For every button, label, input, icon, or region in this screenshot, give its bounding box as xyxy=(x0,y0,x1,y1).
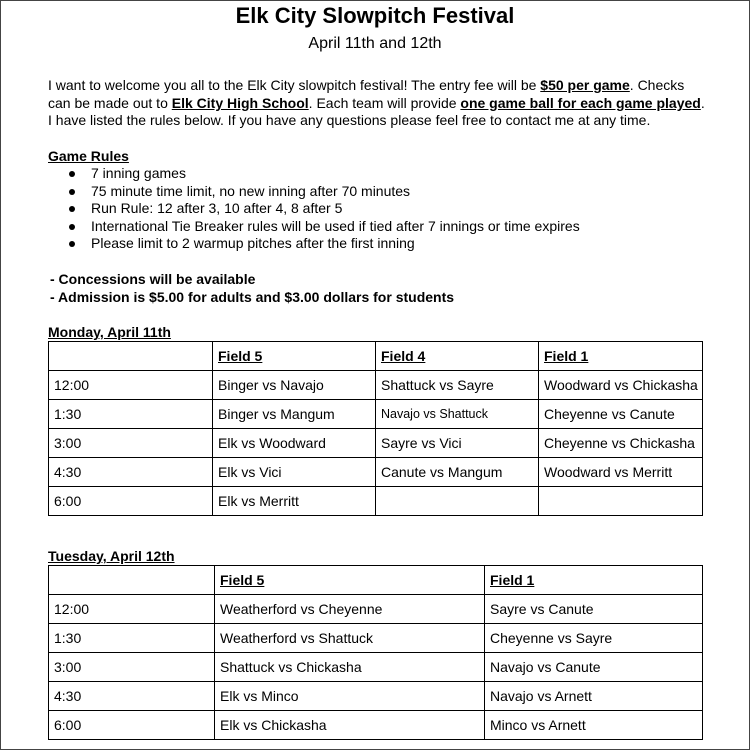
game-cell: Navajo vs Shattuck xyxy=(376,400,539,429)
game-cell: Elk vs Vici xyxy=(213,458,376,487)
header-cell xyxy=(49,342,213,371)
game-cell: Elk vs Minco xyxy=(215,682,485,711)
header-cell: Field 4 xyxy=(376,342,539,371)
game-cell: Binger vs Mangum xyxy=(213,400,376,429)
monday-schedule-table xyxy=(48,341,703,516)
game-ball-requirement: one game ball for each game played xyxy=(460,94,701,111)
concessions-note: - Concessions will be available xyxy=(50,271,256,287)
game-cell xyxy=(539,487,703,516)
time-cell: 3:00 xyxy=(49,653,215,682)
game-cell: Elk vs Woodward xyxy=(213,429,376,458)
game-cell: Weatherford vs Cheyenne xyxy=(215,595,485,624)
time-cell: 6:00 xyxy=(49,487,213,516)
time-cell: 12:00 xyxy=(49,371,213,400)
payee-name: Elk City High School xyxy=(171,94,309,111)
admission-note: - Admission is $5.00 for adults and $3.00 dollars for students xyxy=(50,289,455,305)
page-subtitle: April 11th and 12th xyxy=(308,35,442,52)
intro-text-1: I want to welcome you all to the Elk City slowpitch festival! The entry fee will be xyxy=(48,77,541,93)
time-cell: 6:00 xyxy=(49,711,215,740)
intro-text-3: . Each team will provide xyxy=(308,94,461,111)
game-rules-list xyxy=(48,165,580,253)
game-cell: Woodward vs Chickasha xyxy=(539,371,703,400)
intro-paragraph xyxy=(48,77,708,130)
game-cell: Weatherford vs Shattuck xyxy=(215,624,485,653)
header-cell: Field 1 xyxy=(485,566,703,595)
game-rules-heading: Game Rules xyxy=(48,148,129,164)
entry-fee: $50 per game xyxy=(540,77,630,93)
game-cell: Cheyenne vs Sayre xyxy=(485,624,703,653)
rule-item: 7 inning games xyxy=(48,165,580,183)
rule-item: International Tie Breaker rules will be used if tied after 7 innings or time expires xyxy=(48,218,580,236)
table-row xyxy=(49,682,703,711)
table-row xyxy=(49,371,703,400)
time-cell: 3:00 xyxy=(49,429,213,458)
game-cell: Elk vs Merritt xyxy=(213,487,376,516)
game-cell: Sayre vs Canute xyxy=(485,595,703,624)
tuesday-heading: Tuesday, April 12th xyxy=(48,548,175,564)
game-cell: Minco vs Arnett xyxy=(485,711,703,740)
header-cell: Field 1 xyxy=(539,342,703,371)
intro-text-4: . I have listed the rules below. If you have any questions please feel free to contact me at any time. xyxy=(48,94,705,129)
table-row xyxy=(49,711,703,740)
rule-item: Please limit to 2 warmup pitches after the first inning xyxy=(48,235,580,253)
table-header-row xyxy=(49,342,703,371)
game-cell: Cheyenne vs Chickasha xyxy=(539,429,703,458)
table-row xyxy=(49,458,703,487)
rule-item: 75 minute time limit, no new inning after 70 minutes xyxy=(48,183,580,201)
game-cell: Binger vs Navajo xyxy=(213,371,376,400)
rule-item: Run Rule: 12 after 3, 10 after 4, 8 after 5 xyxy=(48,200,580,218)
game-cell: Shattuck vs Sayre xyxy=(376,371,539,400)
monday-heading: Monday, April 11th xyxy=(48,324,171,340)
table-row xyxy=(49,595,703,624)
game-cell xyxy=(376,487,539,516)
game-cell: Sayre vs Vici xyxy=(376,429,539,458)
header-cell: Field 5 xyxy=(213,342,376,371)
table-row xyxy=(49,400,703,429)
game-cell: Woodward vs Merritt xyxy=(539,458,703,487)
game-cell: Canute vs Mangum xyxy=(376,458,539,487)
game-cell: Navajo vs Canute xyxy=(485,653,703,682)
time-cell: 12:00 xyxy=(49,595,215,624)
time-cell: 1:30 xyxy=(49,400,213,429)
intro-text-2: . Checks can be made out to xyxy=(48,77,685,111)
page-title: Elk City Slowpitch Festival xyxy=(235,3,515,28)
table-row xyxy=(49,653,703,682)
time-cell: 1:30 xyxy=(49,624,215,653)
game-cell: Shattuck vs Chickasha xyxy=(215,653,485,682)
game-cell: Elk vs Chickasha xyxy=(215,711,485,740)
header-cell xyxy=(49,566,215,595)
table-row xyxy=(49,624,703,653)
tuesday-schedule-table xyxy=(48,565,703,740)
game-cell: Cheyenne vs Canute xyxy=(539,400,703,429)
table-row xyxy=(49,429,703,458)
table-header-row xyxy=(49,566,703,595)
table-row xyxy=(49,487,703,516)
time-cell: 4:30 xyxy=(49,682,215,711)
game-cell: Navajo vs Arnett xyxy=(485,682,703,711)
header-cell: Field 5 xyxy=(215,566,485,595)
time-cell: 4:30 xyxy=(49,458,213,487)
